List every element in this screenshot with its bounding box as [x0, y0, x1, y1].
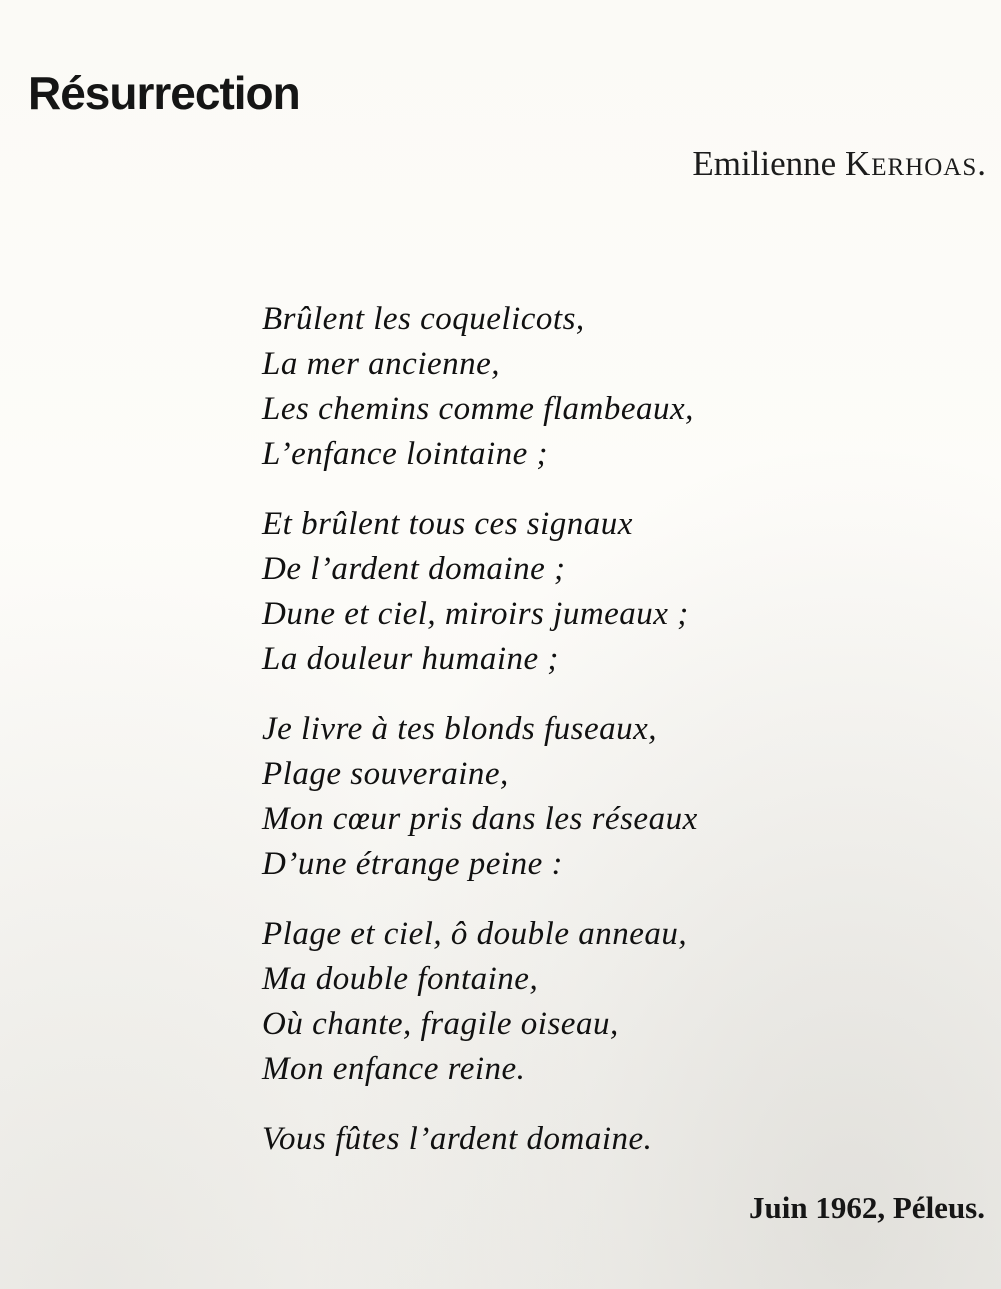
- verse-line: Et brûlent tous ces signaux: [262, 506, 633, 542]
- verse-line: Ma double fontaine,: [262, 961, 539, 997]
- verse-line: De l’ardent domaine ;: [262, 551, 566, 587]
- date-place-signature: Juin 1962, Péleus.: [749, 1190, 985, 1225]
- verse-line: Où chante, fragile oiseau,: [262, 1006, 619, 1042]
- author-name: [692, 144, 987, 184]
- verse-line: D’une étrange peine :: [262, 846, 563, 882]
- closing-line: Vous fûtes l’ardent domaine.: [262, 1121, 653, 1157]
- verse-line: La douleur humaine ;: [262, 641, 559, 677]
- stanza: [262, 502, 962, 682]
- verse-line: L’enfance lointaine ;: [262, 436, 549, 472]
- poem-title: Résurrection: [28, 67, 300, 119]
- poem-body: [262, 297, 962, 1162]
- author-first-name: Emilienne: [692, 144, 837, 183]
- stanza: [262, 912, 962, 1092]
- verse-line: Mon cœur pris dans les réseaux: [262, 801, 698, 837]
- author-last-name: Kerhoas.: [844, 144, 987, 183]
- verse-line: Plage et ciel, ô double anneau,: [262, 916, 688, 952]
- verse-line: Plage souveraine,: [262, 756, 509, 792]
- verse-line: Brûlent les coquelicots,: [262, 301, 585, 337]
- verse-line: La mer ancienne,: [262, 346, 501, 382]
- verse-line: Les chemins comme flambeaux,: [262, 391, 694, 427]
- verse-line: Mon enfance reine.: [262, 1051, 526, 1087]
- stanza: [262, 297, 962, 477]
- verse-line: Dune et ciel, miroirs jumeaux ;: [262, 596, 689, 632]
- verse-line: Je livre à tes blonds fuseaux,: [262, 711, 658, 747]
- stanza: [262, 707, 962, 887]
